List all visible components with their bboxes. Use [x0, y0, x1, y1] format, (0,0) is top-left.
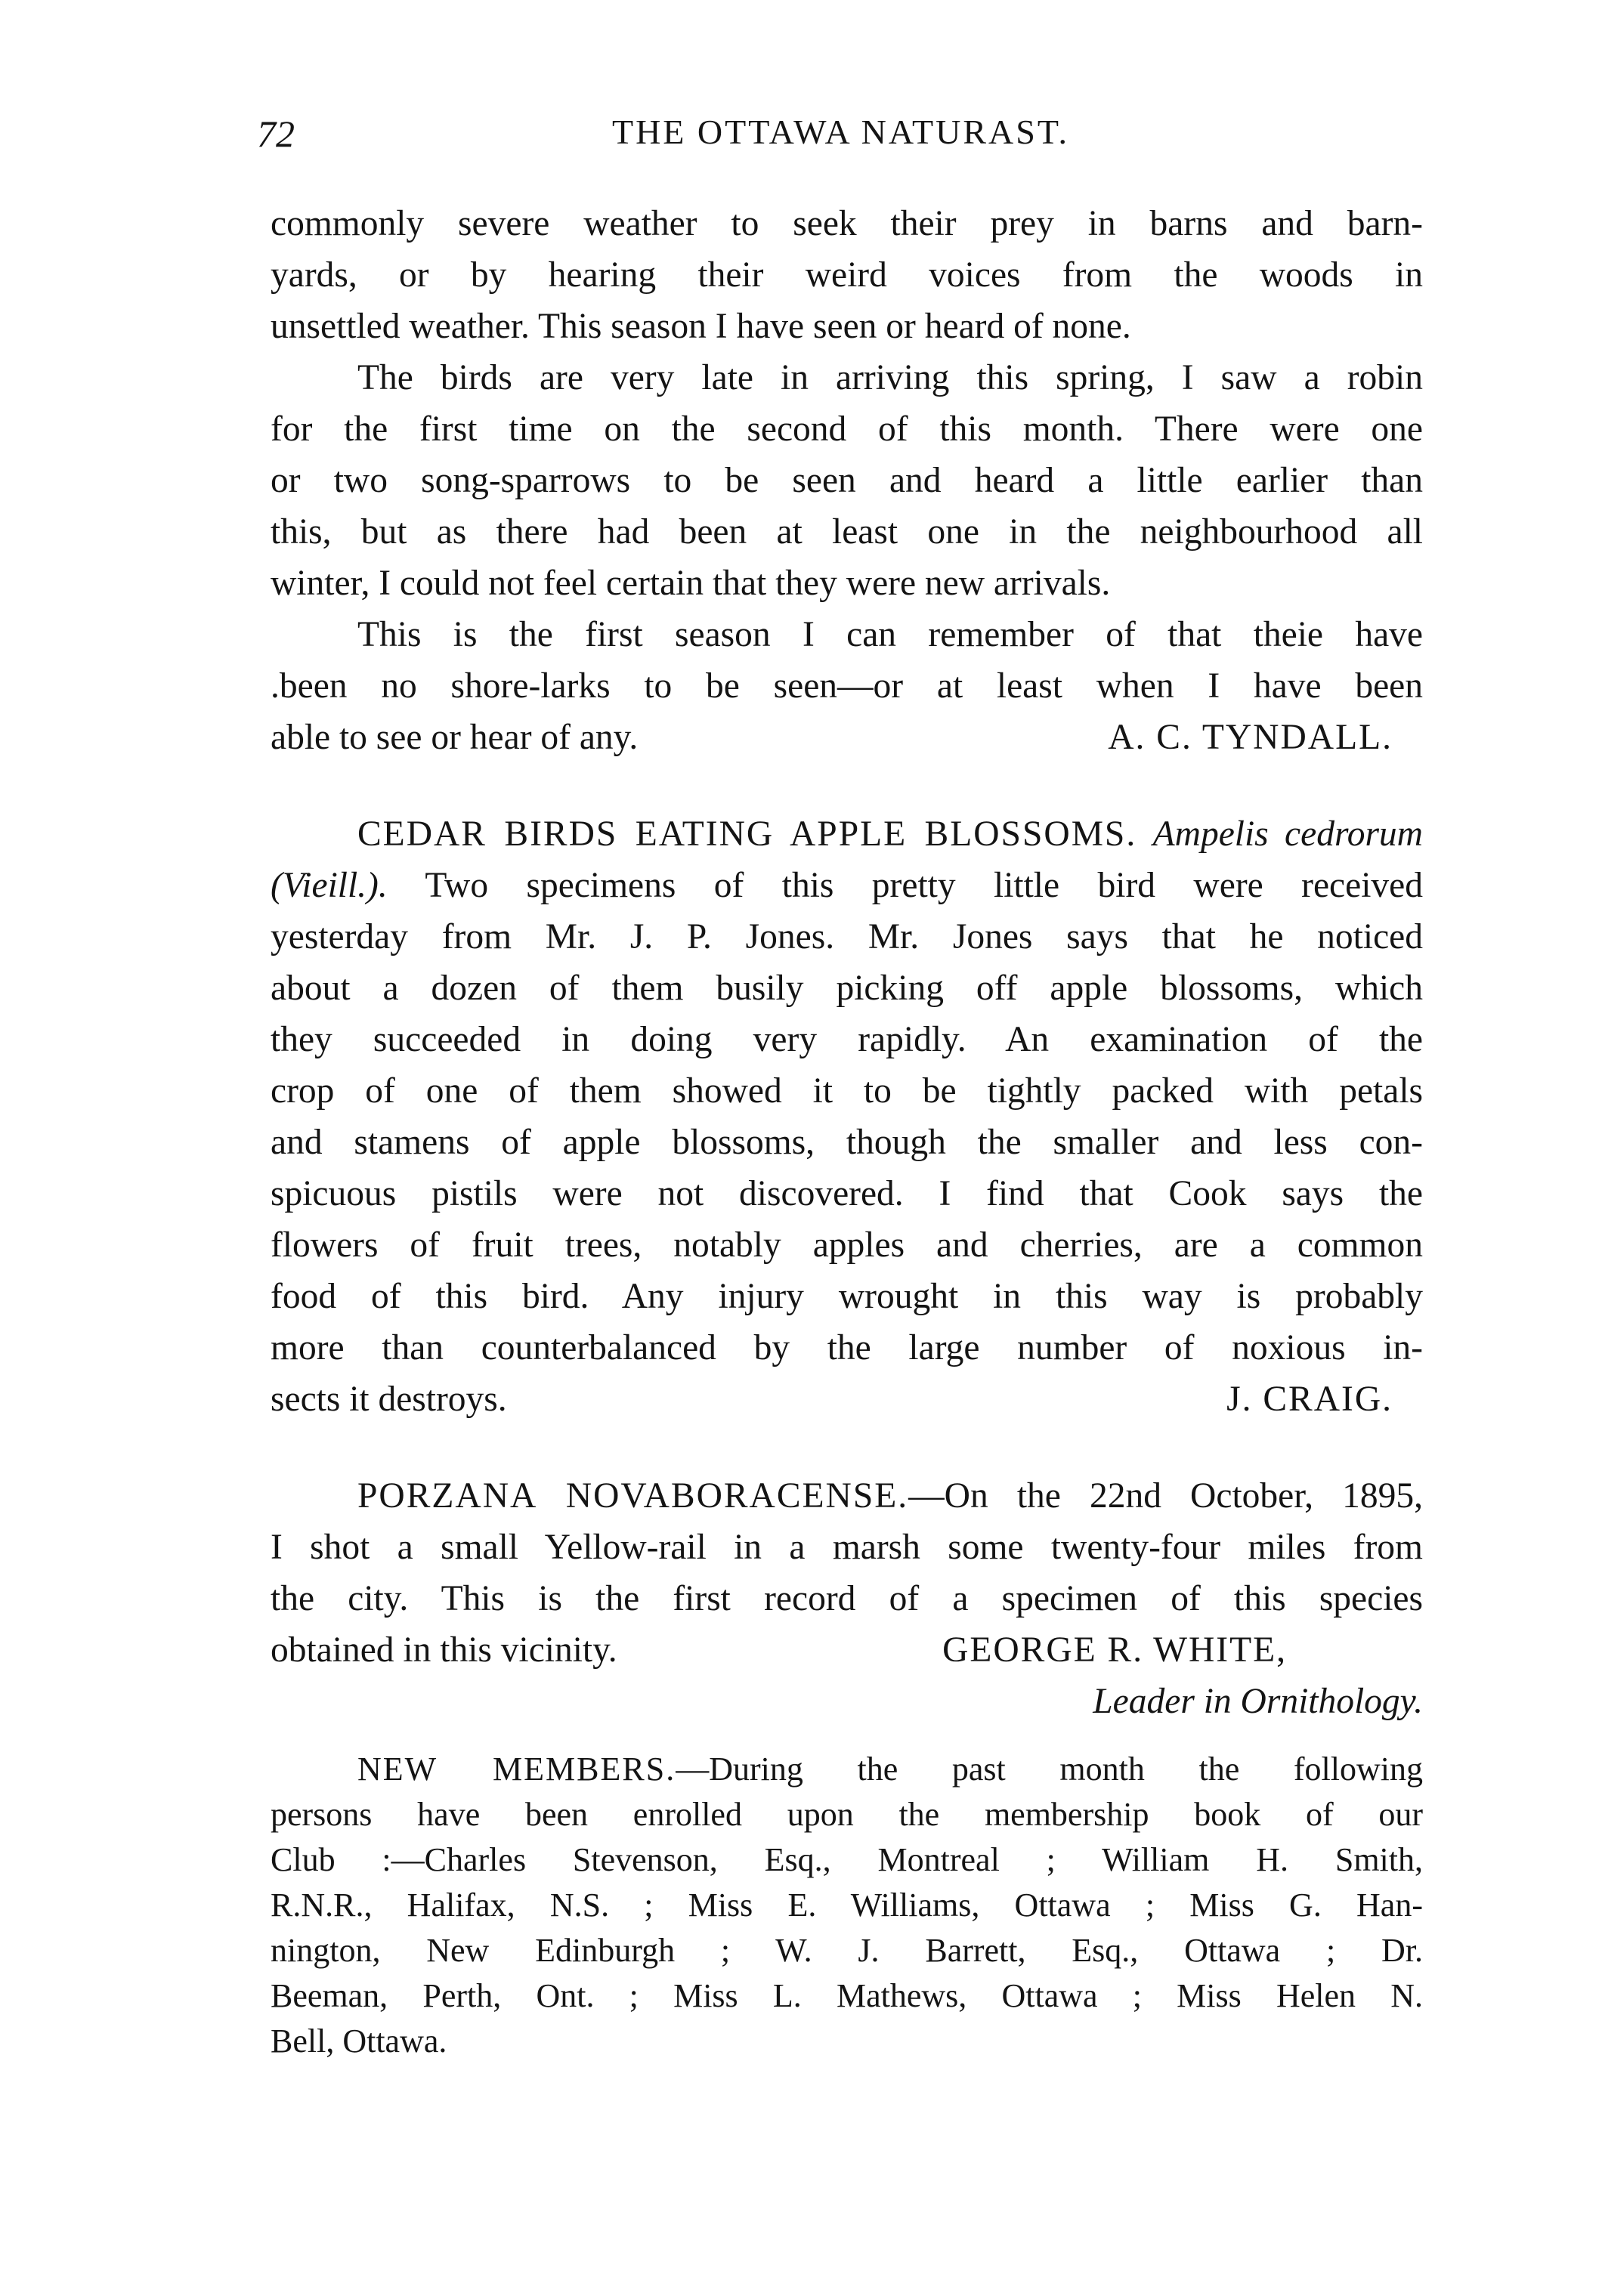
text-line: R.N.R., Halifax, N.S. ; Miss E. Williams, Ottawa ; Miss G. Han-: [271, 1887, 1423, 1924]
article-first-line: [271, 1470, 1423, 1522]
text-line: unsettled weather. This season I have seen or heard of none.: [271, 307, 1131, 346]
article-heading: CEDAR BIRDS EATING APPLE BLOSSOMS.: [357, 814, 1137, 854]
text-line: food of this bird. Any injury wrought in this way is probably: [271, 1277, 1423, 1316]
latin-authority: (Vieill.).: [271, 866, 388, 905]
text-line: I shot a small Yellow-rail in a marsh some twenty-four miles from: [271, 1528, 1423, 1567]
paragraph-shore-larks: [271, 609, 1423, 763]
text-line: the city. This is the first record of a specimen of this species: [271, 1579, 1423, 1618]
text-line: crop of one of them showed it to be tightly packed with petals: [271, 1071, 1423, 1111]
text-line: Club :—Charles Stevenson, Esq., Montreal ; William H. Smith,: [271, 1841, 1423, 1878]
text-line: sects it destroys.: [271, 1380, 507, 1419]
text-line: Two specimens of this pretty little bird were received: [425, 866, 1423, 905]
text-line: or two song-sparrows to be seen and heard a little earlier than: [271, 461, 1423, 500]
article-first-line: [271, 1747, 1423, 1792]
text-line: persons have been enrolled upon the membership book of our: [271, 1796, 1423, 1833]
running-title: THE OTTAWA NATURAST.: [611, 113, 1069, 151]
text-line: this, but as there had been at least one in the neighbourhood all: [271, 512, 1423, 552]
latin-name: Ampelis cedrorum: [1152, 814, 1423, 854]
signature-line: [271, 712, 1423, 763]
paragraph-late-birds: [271, 352, 1423, 609]
text-line: commonly severe weather to seek their prey in barns and barn-: [271, 204, 1423, 243]
signature-line: [271, 1374, 1423, 1425]
paragraph-owls-continued: [271, 198, 1423, 352]
article-porzana: [271, 1470, 1423, 1727]
author-signature: A. C. TYNDALL.: [1108, 718, 1393, 757]
article-heading: NEW MEMBERS.: [357, 1751, 676, 1788]
article-heading: PORZANA NOVABORACENSE.: [357, 1476, 909, 1516]
text-line: —On the 22nd October, 1895,: [908, 1476, 1423, 1516]
text-line: about a dozen of them busily picking off apple blossoms, which: [271, 969, 1423, 1008]
article-line: [271, 860, 1423, 911]
text-line: more than counterbalanced by the large number of noxious in-: [271, 1328, 1423, 1367]
page-number: 72: [257, 113, 295, 155]
text-line: Bell, Ottawa.: [271, 2023, 447, 2060]
text-line: for the first time on the second of this month. There were one: [271, 409, 1423, 449]
author-title: Leader in Ornithology.: [1093, 1682, 1423, 1721]
text-line: able to see or hear of any.: [271, 718, 639, 757]
text-line: Beeman, Perth, Ont. ; Miss L. Mathews, Ottawa ; Miss Helen N.: [271, 1977, 1423, 2014]
text-line: yards, or by hearing their weird voices from the woods in: [271, 255, 1423, 295]
text-line: winter, I could not feel certain that they were new arrivals.: [271, 564, 1111, 603]
text-line: —During the past month the following: [676, 1751, 1423, 1788]
text-line: This is the first season I can remember of that theie have: [357, 615, 1423, 654]
text-line: flowers of fruit trees, notably apples and cherries, are a common: [271, 1225, 1423, 1265]
page-body: [271, 198, 1423, 2064]
author-signature: GEORGE R. WHITE,: [942, 1630, 1287, 1670]
page-header: [257, 112, 1424, 166]
text-line: spicuous pistils were not discovered. I find that Cook says the: [271, 1174, 1423, 1213]
article-first-line: [271, 808, 1423, 860]
signature-line: [271, 1624, 1423, 1676]
text-line: yesterday from Mr. J. P. Jones. Mr. Jones says that he noticed: [271, 917, 1423, 956]
article-cedar-birds: [271, 808, 1423, 1425]
text-line: nington, New Edinburgh ; W. J. Barrett, Esq., Ottawa ; Dr.: [271, 1932, 1423, 1969]
text-line: they succeeded in doing very rapidly. An examination of the: [271, 1020, 1423, 1059]
article-new-members: [271, 1747, 1423, 2064]
author-signature: J. CRAIG.: [1226, 1380, 1393, 1419]
text-line: The birds are very late in arriving this spring, I saw a robin: [357, 358, 1423, 397]
text-line: and stamens of apple blossoms, though the smaller and less con-: [271, 1123, 1423, 1162]
text-line: obtained in this vicinity.: [271, 1630, 617, 1670]
text-line: .been no shore-larks to be seen—or at least when I have been: [271, 666, 1423, 706]
